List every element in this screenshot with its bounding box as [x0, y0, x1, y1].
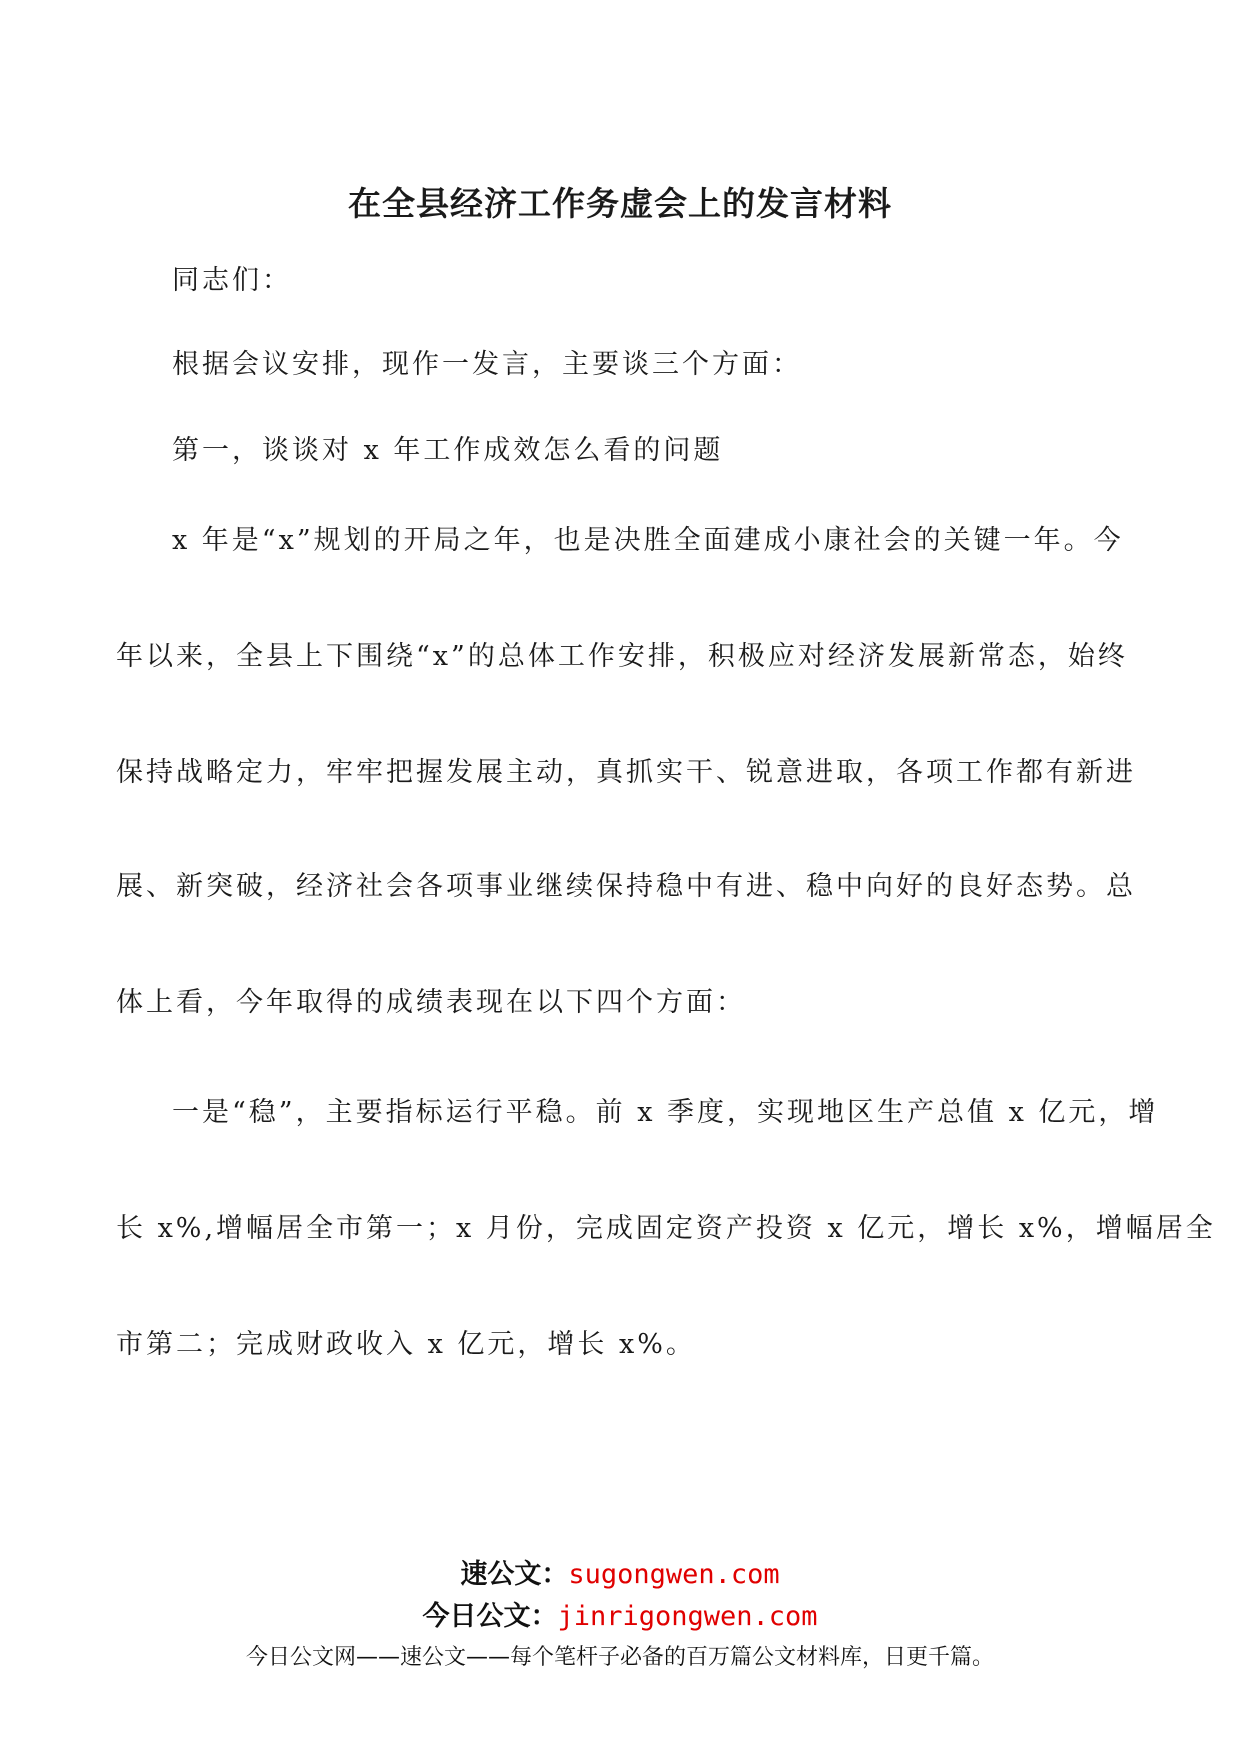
footer-tagline: 今日公文网——速公文——每个笔杆子必备的百万篇公文材料库，日更千篇。 [245, 1645, 994, 1670]
footer-link-sugongwen[interactable]: sugongwen.com [568, 1559, 780, 1590]
footer-sugongwen [0, 1552, 1240, 1591]
paragraph-line: x 年是“x”规划的开局之年，也是决胜全面建成小康社会的关键一年。今 [172, 525, 1124, 556]
paragraph-line: 保持战略定力，牢牢把握发展主动，真抓实干、锐意进取，各项工作都有新进 [116, 757, 1136, 788]
footer-label-sugongwen: 速公文： [460, 1559, 569, 1590]
footer-link-jinrigongwen[interactable]: jinrigongwen.com [557, 1601, 818, 1632]
paragraph-line: 市第二；完成财政收入 x 亿元，增长 x%。 [116, 1329, 696, 1360]
paragraph-line: 一是“稳”，主要指标运行平稳。前 x 季度，实现地区生产总值 x 亿元，增 [172, 1097, 1159, 1128]
footer-label-jinrigongwen: 今日公文： [422, 1601, 558, 1632]
document-title: 在全县经济工作务虚会上的发言材料 [348, 184, 892, 223]
salutation: 同志们： [172, 265, 292, 296]
paragraph-line: 展、新突破，经济社会各项事业继续保持稳中有进、稳中向好的良好态势。总 [116, 871, 1136, 902]
section-heading: 第一，谈谈对 x 年工作成效怎么看的问题 [172, 435, 724, 466]
paragraph-line: 长 x%,增幅居全市第一；x 月份，完成固定资产投资 x 亿元，增长 x%，增幅居全 [116, 1213, 1216, 1244]
paragraph-line: 体上看，今年取得的成绩表现在以下四个方面： [116, 987, 746, 1018]
paragraph-line: 年以来，全县上下围绕“x”的总体工作安排，积极应对经济发展新常态，始终 [116, 641, 1128, 672]
paragraph-line: 根据会议安排，现作一发言，主要谈三个方面： [172, 349, 802, 380]
footer-jinrigongwen [0, 1594, 1240, 1633]
